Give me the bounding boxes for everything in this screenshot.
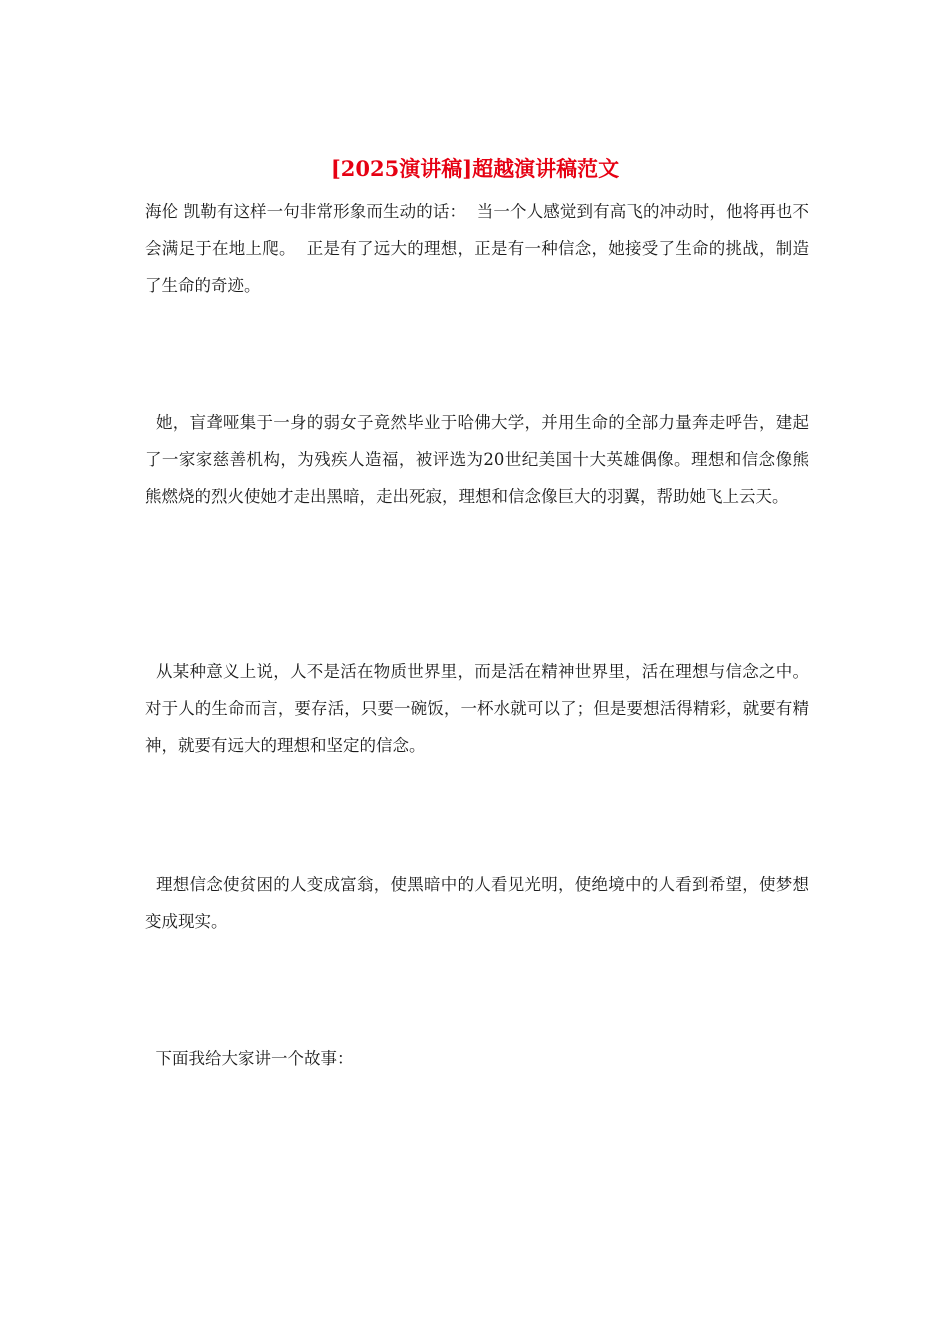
paragraph-1: 海伦 凯勒有这样一句非常形象而生动的话： 当一个人感觉到有高飞的冲动时，他将再也不会满足于在地上爬。 正是有了远大的理想，正是有一种信念，她接受了生命的挑战，制造了生命的奇迹。: [145, 202, 809, 295]
paragraph-4: 理想信念使贫困的人变成富翁，使黑暗中的人看见光明，使绝境中的人看到希望，使梦想变成现实。: [145, 875, 809, 931]
paragraph-2: 她，盲聋哑集于一身的弱女子竟然毕业于哈佛大学，并用生命的全部力量奔走呼告，建起了一家家慈善机构，为残疾人造福，被评选为20世纪美国十大英雄偶像。理想和信念像熊熊燃烧的烈火使她才走出黑暗，走出死寂，理想和信念像巨大的羽翼，帮助她飞上云天。: [145, 413, 809, 506]
paragraph-5: 下面我给大家讲一个故事：: [145, 1049, 354, 1068]
document-title: [2025演讲稿]超越演讲稿范文: [330, 156, 620, 181]
paragraph-3: 从某种意义上说，人不是活在物质世界里，而是活在精神世界里，活在理想与信念之中。对于人的生命而言，要存活，只要一碗饭，一杯水就可以了；但是要想活得精彩，就要有精神，就要有远大的理想和坚定的信念。: [145, 662, 809, 755]
